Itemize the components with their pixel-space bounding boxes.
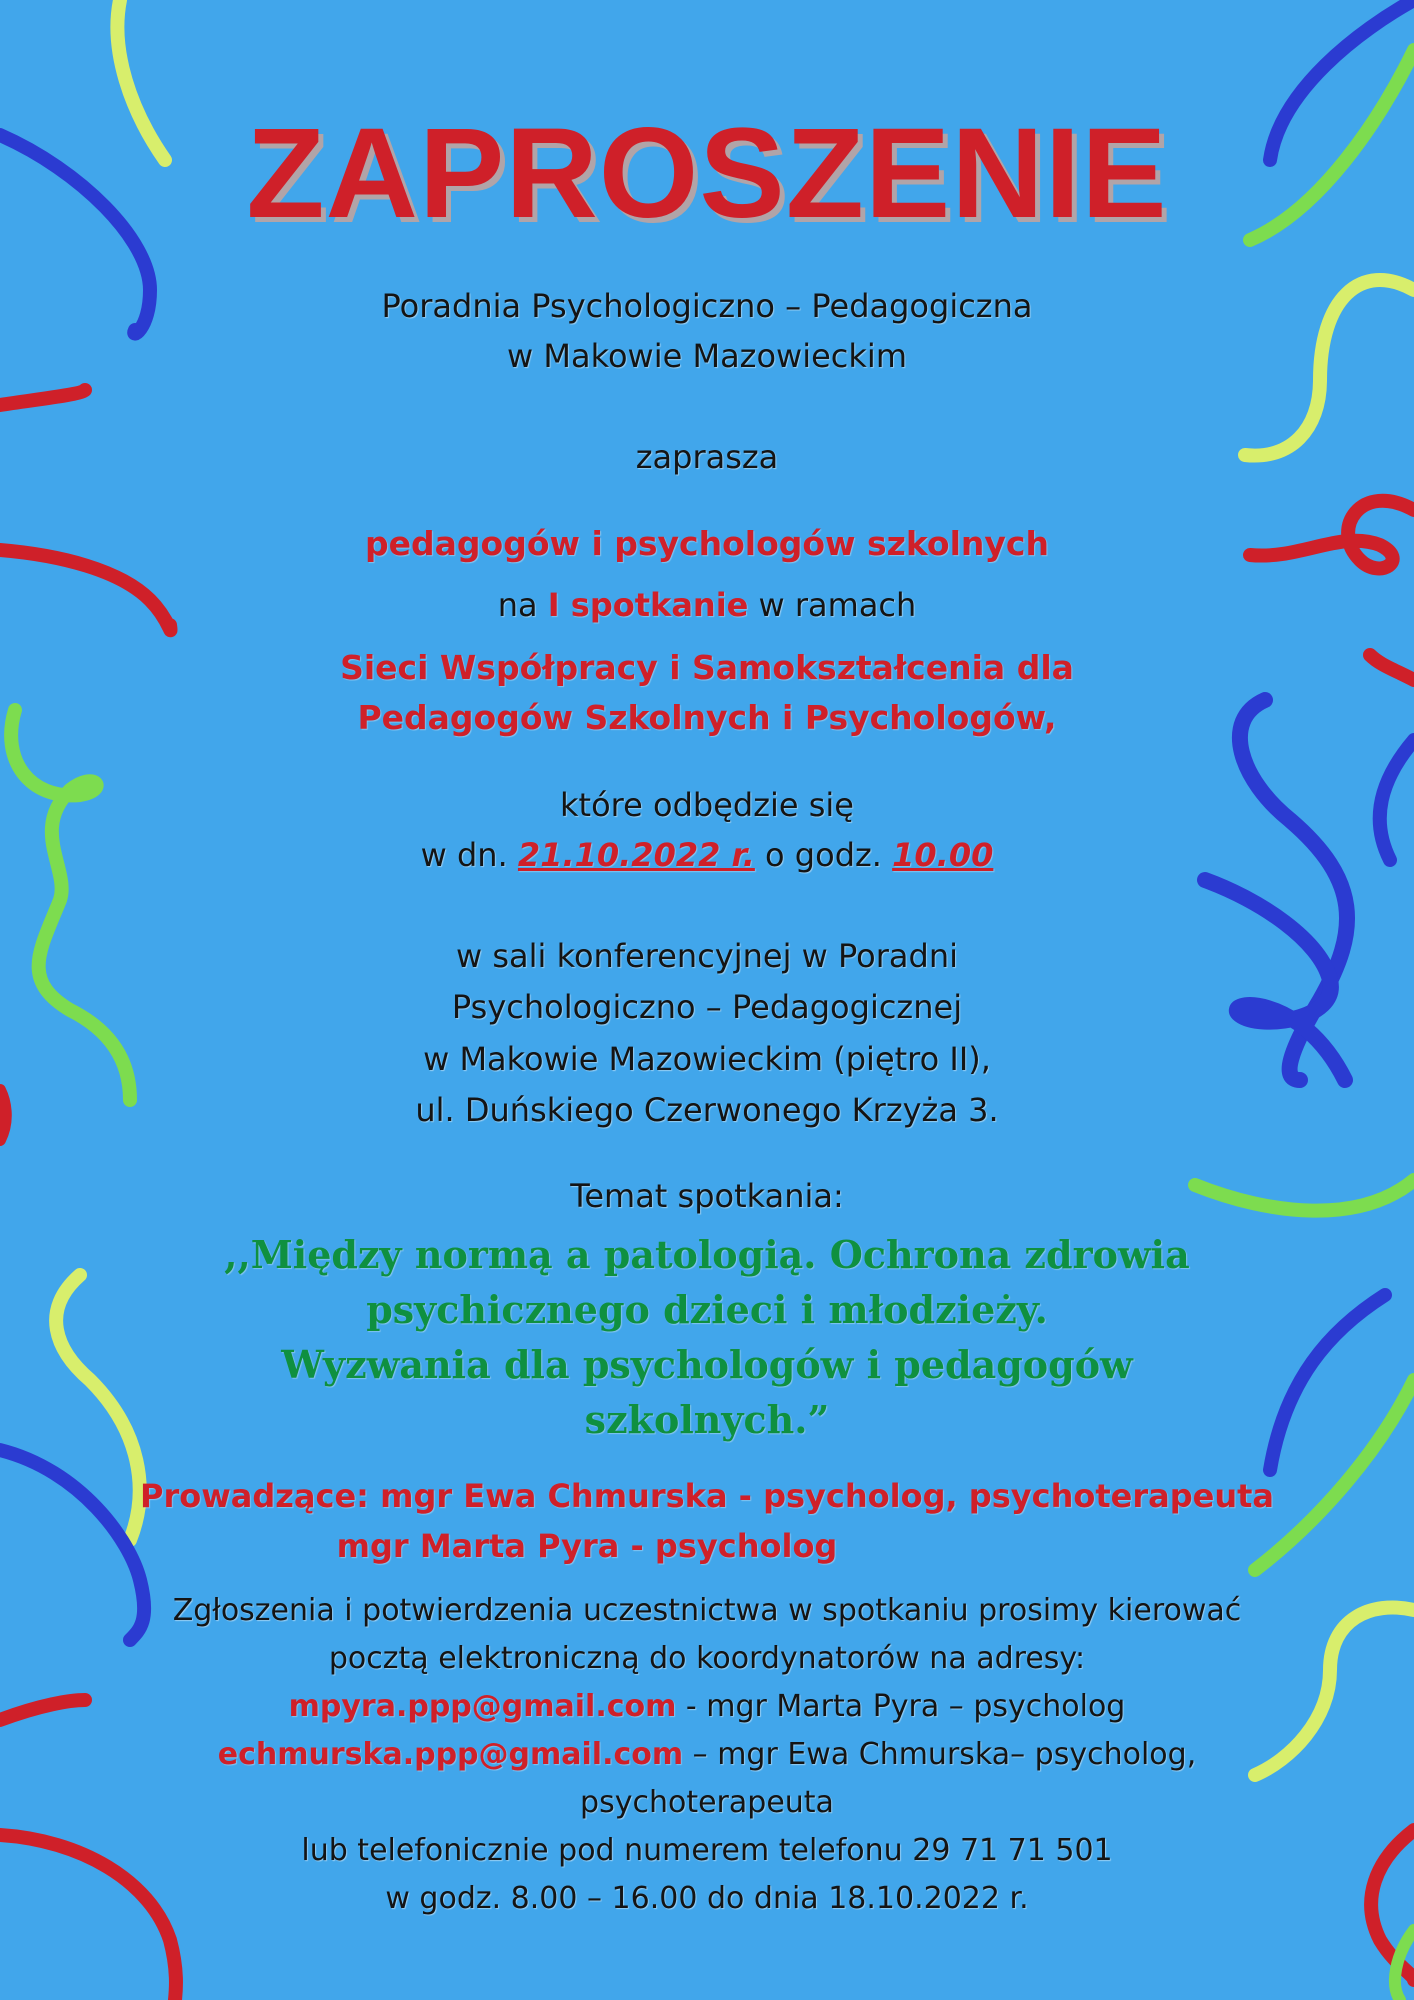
topic-line-1: ,,Między normą a patologią. Ochrona zdrowia	[224, 1232, 1190, 1277]
email-link-echmurska[interactable]: echmurska.ppp@gmail.com	[217, 1737, 684, 1772]
organizer-line-2: w Makowie Mazowieckim	[507, 337, 907, 375]
registration-email-line-1	[0, 1689, 1414, 1724]
email-desc-mpyra: - mgr Marta Pyra – psycholog	[676, 1689, 1126, 1724]
hosts-line-1: Prowadzące: mgr Ewa Chmurska - psycholog, psychoterapeuta	[140, 1477, 1274, 1515]
registration-deadline-line: w godz. 8.00 – 16.00 do dnia 18.10.2022 r.	[385, 1881, 1029, 1916]
hosts-line-2: mgr Marta Pyra - psycholog	[336, 1527, 838, 1565]
place-line-1: w sali konferencyjnej w Poradni	[456, 937, 958, 975]
topic-label: Temat spotkania:	[570, 1177, 844, 1215]
registration-line-2: pocztą elektroniczną do koordynatorów na adresy:	[328, 1641, 1086, 1676]
meeting-prefix: na	[497, 586, 548, 624]
network-line-1: Sieci Współpracy i Samokształcenia dla	[340, 648, 1074, 687]
invitation-title: ZAPROSZENIE	[246, 102, 1168, 245]
registration-line-5: psychoterapeuta	[580, 1785, 834, 1820]
meeting-time: 10.00	[892, 836, 994, 874]
audience-text: pedagogów i psychologów szkolnych	[365, 524, 1049, 563]
topic-line-2: psychicznego dzieci i młodzieży.	[366, 1287, 1048, 1332]
meeting-highlight: I spotkanie	[547, 586, 749, 624]
meeting-date: 21.10.2022 r.	[517, 836, 755, 874]
registration-email-line-2	[0, 1737, 1414, 1772]
registration-line-1: Zgłoszenia i potwierdzenia uczestnictwa w spotkaniu prosimy kierować	[172, 1593, 1242, 1628]
invites-text: zaprasza	[635, 438, 779, 476]
place-line-2: Psychologiczno – Pedagogicznej	[451, 988, 963, 1026]
topic-line-4: szkolnych.”	[584, 1397, 830, 1442]
meeting-line	[0, 586, 1414, 624]
date-prefix: w dn.	[420, 836, 518, 874]
topic-line-3: Wyzwania dla psychologów i pedagogów	[281, 1342, 1133, 1387]
organizer-line-1: Poradnia Psychologiczno – Pedagogiczna	[381, 287, 1033, 325]
streamer-red-left-1	[0, 390, 85, 405]
time-prefix: o godz.	[754, 836, 893, 874]
registration-phone-line: lub telefonicznie pod numerem telefonu 29 71 71 501	[301, 1833, 1113, 1868]
network-line-2: Pedagogów Szkolnych i Psychologów,	[357, 698, 1057, 737]
meeting-suffix: w ramach	[748, 586, 917, 624]
when-line-1: które odbędzie się	[560, 786, 854, 824]
when-date-line	[0, 836, 1414, 874]
email-desc-echmurska: – mgr Ewa Chmurska– psycholog,	[683, 1737, 1197, 1772]
place-line-3: w Makowie Mazowieckim (piętro II),	[423, 1040, 991, 1078]
email-link-mpyra[interactable]: mpyra.ppp@gmail.com	[288, 1689, 677, 1724]
place-line-4: ul. Duńskiego Czerwonego Krzyża 3.	[415, 1091, 999, 1129]
